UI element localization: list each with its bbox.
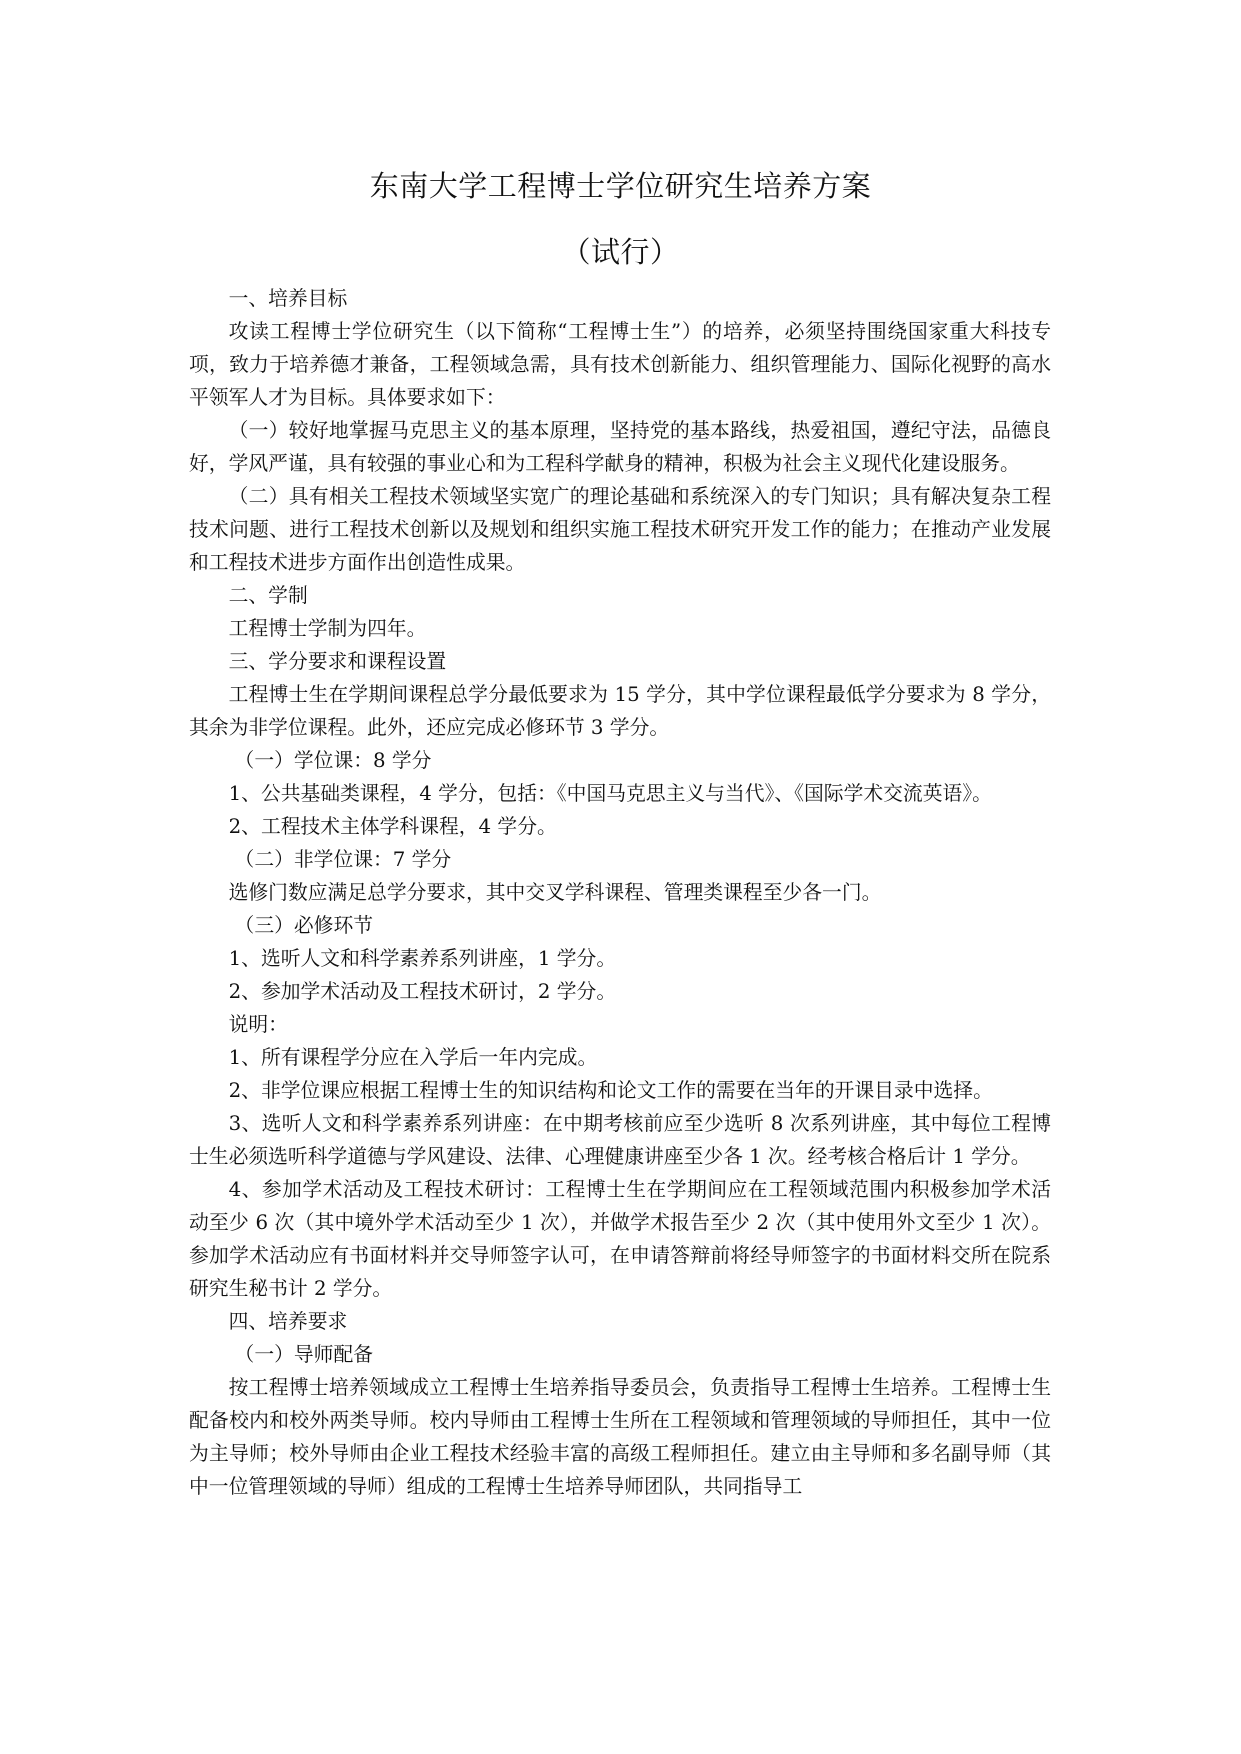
subheading: （二）非学位课：7 学分 — [234, 848, 452, 871]
text-line: 1、选听人文和科学素养系列讲座，1 学分。 — [228, 947, 617, 970]
document-body — [189, 282, 1051, 1503]
text-line: 1、公共基础类课程，4 学分，包括：《中国马克思主义与当代》、《国际学术交流英语》。 — [228, 782, 992, 805]
text-line: 二、学制 — [228, 584, 308, 607]
document-subtitle: （试行） — [561, 235, 680, 269]
subheading: （三）必修环节 — [234, 914, 374, 937]
paragraph: 攻读工程博士学位研究生（以下简称“工程博士生”）的培养，必须坚持围绕国家重大科技专项，致力于培养德才兼备，工程领域急需，具有技术创新能力、组织管理能力、国际化视野的高水平领军人才为目标。具体要求如下： — [189, 320, 1051, 409]
text-line: 说明： — [228, 1013, 288, 1036]
text-line: 选修门数应满足总学分要求，其中交叉学科课程、管理类课程至少各一门。 — [228, 881, 882, 904]
text-line: 工程博士学制为四年。 — [228, 617, 427, 640]
subheading: （一）学位课：8 学分 — [234, 749, 432, 772]
text-line: 1、所有课程学分应在入学后一年内完成。 — [228, 1046, 598, 1069]
paragraph: 按工程博士培养领域成立工程博士生培养指导委员会，负责指导工程博士生培养。工程博士生配备校内和校外两类导师。校内导师由工程博士生所在工程领域和管理领域的导师担任，其中一位为主导师；校外导师由企业工程技术经验丰富的高级工程师担任。建立由主导师和多名副导师（其中一位管理领域的导师）组成的工程博士生培养导师团队，共同指导工 — [189, 1376, 1051, 1498]
text-line: 三、学分要求和课程设置 — [228, 650, 447, 673]
paragraph: （二）具有相关工程技术领域坚实宽广的理论基础和系统深入的专门知识；具有解决复杂工程技术问题、进行工程技术创新以及规划和组织实施工程技术研究开发工作的能力；在推动产业发展和工程技术进步方面作出创造性成果。 — [189, 485, 1051, 574]
document-title: 东南大学工程博士学位研究生培养方案 — [369, 169, 872, 203]
paragraph: 3、选听人文和科学素养系列讲座：在中期考核前应至少选听 8 次系列讲座，其中每位工程博士生必须选听科学道德与学风建设、法律、心理健康讲座至少各 1 次。经考核合格后计 1 学分。 — [189, 1112, 1051, 1168]
paragraph: 4、参加学术活动及工程技术研讨：工程博士生在学期间应在工程领域范围内积极参加学术活动至少 6 次（其中境外学术活动至少 1 次），并做学术报告至少 2 次（其中使用外文至少 1 次）。参加学术活动应有书面材料并交导师签字认可，在申请答辩前将经导师签字的书面材料交所在院系研究生秘书计 2 学分。 — [189, 1178, 1051, 1300]
text-line: 2、参加学术活动及工程技术研讨，2 学分。 — [228, 980, 617, 1003]
subheading: （一）导师配备 — [234, 1343, 374, 1366]
text-line: 2、非学位课应根据工程博士生的知识结构和论文工作的需要在当年的开课目录中选择。 — [228, 1079, 993, 1102]
text-line: 四、培养要求 — [228, 1310, 348, 1333]
text-line: 一、培养目标 — [228, 287, 348, 310]
paragraph: 工程博士生在学期间课程总学分最低要求为 15 学分，其中学位课程最低学分要求为 8 学分，其余为非学位课程。此外，还应完成必修环节 3 学分。 — [189, 683, 1051, 739]
text-line: 2、工程技术主体学科课程，4 学分。 — [228, 815, 557, 838]
paragraph: （一）较好地掌握马克思主义的基本原理，坚持党的基本路线，热爱祖国，遵纪守法，品德良好，学风严谨，具有较强的事业心和为工程科学献身的精神，积极为社会主义现代化建设服务。 — [189, 419, 1051, 475]
